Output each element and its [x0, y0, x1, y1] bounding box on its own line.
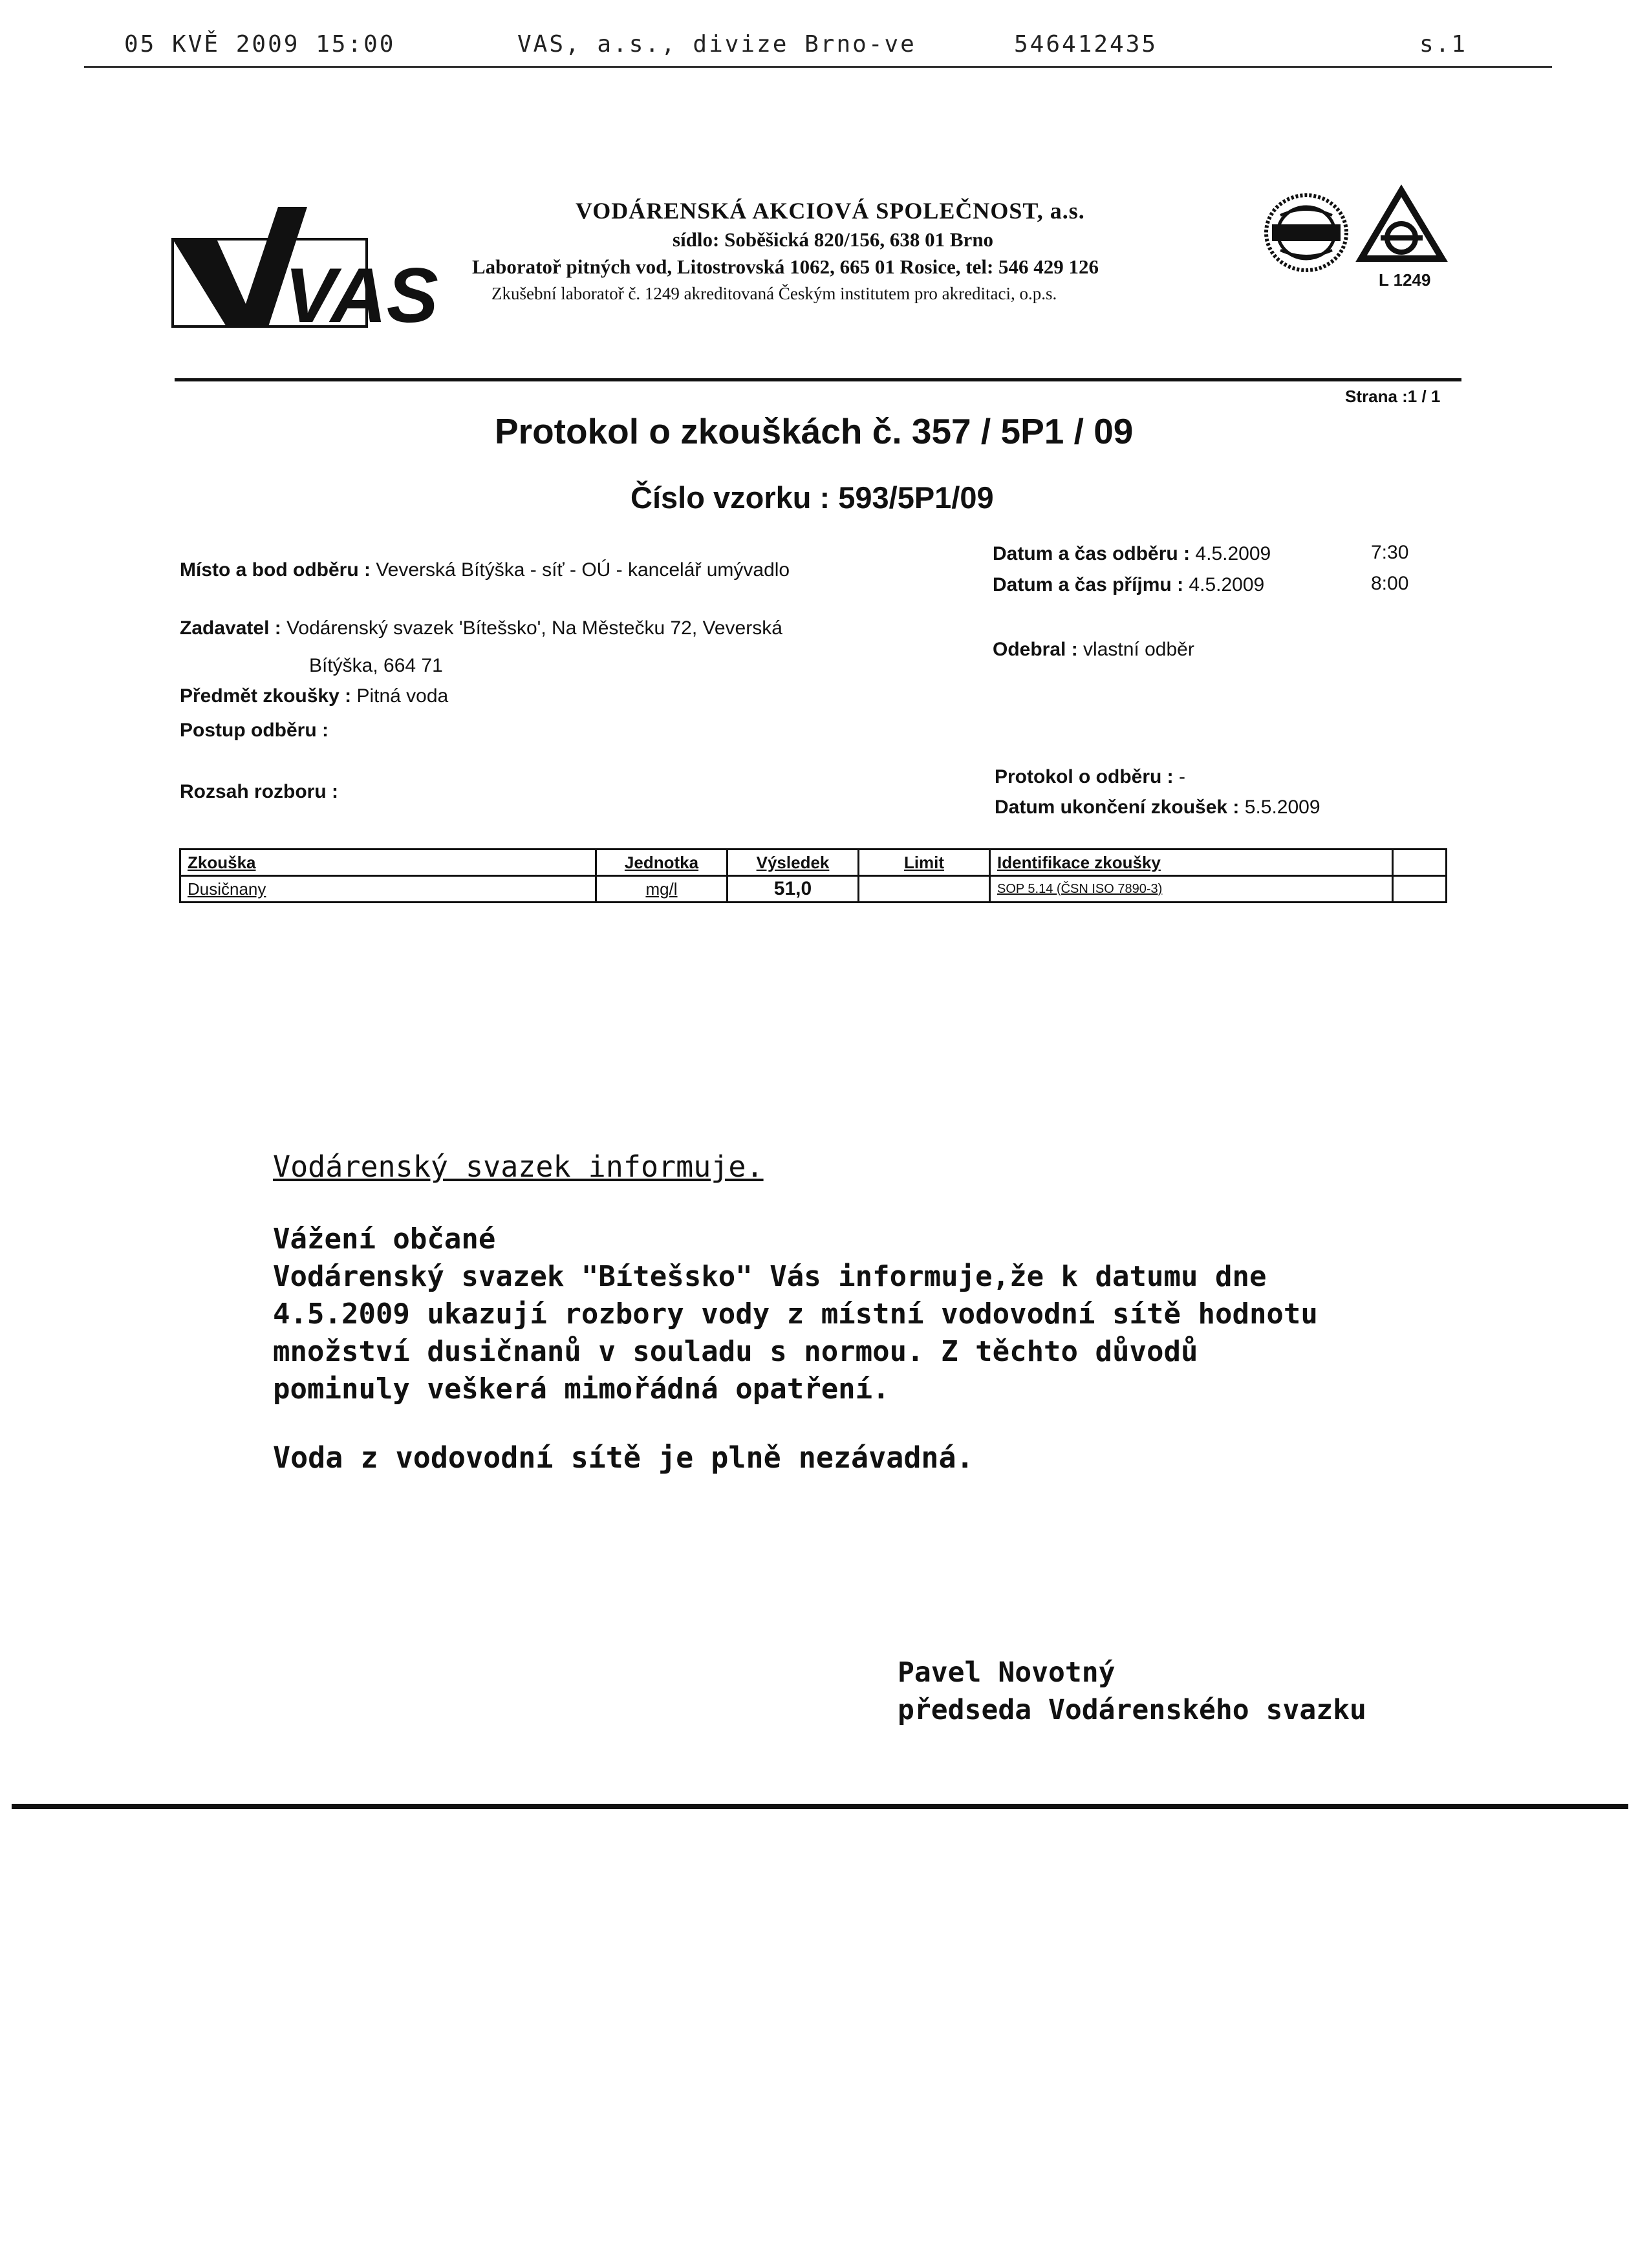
signature-name: Pavel Novotný	[898, 1656, 1116, 1689]
cell-empty	[1393, 876, 1447, 903]
notice-heading: Vodárenský svazek informuje.	[273, 1150, 764, 1184]
company-accreditation: Zkušební laboratoř č. 1249 akreditovaná Českým institutem pro akreditaci, o.p.s.	[491, 284, 1057, 303]
test-end-label: Datum ukončení zkoušek :	[995, 797, 1240, 818]
procedure-field	[180, 720, 329, 742]
notice-closing: Voda z vodovodní sítě je plně nezávadná.	[273, 1440, 974, 1475]
subject-label: Předmět zkoušky :	[180, 685, 352, 707]
sampler-field	[993, 639, 1194, 661]
subject-field	[180, 685, 448, 707]
fax-phone: 546412435	[1014, 31, 1158, 58]
fax-date: 05 KVĚ 2009 15:00	[124, 31, 396, 58]
company-lab: Laboratoř pitných vod, Litostrovská 1062, 665 01 Rosice, tel: 546 429 126	[472, 255, 1099, 278]
cell-identification: SOP 5.14 (ČSN ISO 7890-3)	[990, 876, 1393, 903]
header-test: Zkouška	[180, 850, 596, 876]
cell-test: Dusičnany	[180, 876, 596, 903]
test-end-value: 5.5.2009	[1244, 797, 1320, 818]
cell-unit: mg/l	[596, 876, 727, 903]
receipt-date: 4.5.2009	[1189, 574, 1265, 595]
table-row	[180, 876, 1447, 903]
sampler-label: Odebral :	[993, 639, 1078, 660]
client-field	[180, 617, 782, 639]
signature-role: předseda Vodárenského svazku	[898, 1694, 1366, 1726]
sampling-datetime-field	[993, 543, 1271, 565]
notice-line-3: množství dusičnanů v souladu s normou. Z těchto důvodů	[273, 1335, 1198, 1368]
receipt-datetime-label: Datum a čas příjmu :	[993, 574, 1184, 595]
company-block	[472, 197, 1274, 304]
scope-label: Rozsah rozboru :	[180, 781, 338, 802]
sample-number: Číslo vzorku : 593/5P1/09	[630, 480, 994, 515]
results-table	[179, 848, 1447, 903]
accreditation-code: L 1249	[1379, 270, 1431, 290]
subject-value: Pitná voda	[356, 685, 449, 707]
cell-limit	[859, 876, 990, 903]
notice-line-1: Vodárenský svazek "Bítešsko" Vás informuje,že k datumu dne	[273, 1260, 1267, 1293]
header-divider	[175, 378, 1461, 381]
notice-line-2: 4.5.2009 ukazují rozbory vody z místní vodovodní sítě hodnotu	[273, 1298, 1318, 1331]
sampling-place-field	[180, 559, 790, 581]
header-identification: Identifikace zkoušky	[990, 850, 1393, 876]
client-value-line-2: Bítýška, 664 71	[309, 655, 443, 676]
fax-page-edge	[12, 1804, 1628, 1809]
sampling-place-label: Místo a bod odběru :	[180, 559, 371, 581]
sampling-protocol-label: Protokol o odběru :	[995, 766, 1174, 787]
vas-logo-text: VAS	[285, 252, 438, 339]
client-value-line-1: Vodárenský svazek 'Bítešsko', Na Městečku 72, Veverská	[286, 617, 782, 639]
sampling-datetime-label: Datum a čas odběru :	[993, 543, 1191, 564]
sampling-protocol-field	[995, 766, 1185, 788]
receipt-time: 8:00	[1371, 573, 1409, 594]
sampling-time: 7:30	[1371, 542, 1409, 563]
receipt-datetime-field	[993, 574, 1264, 596]
sampling-protocol-value: -	[1179, 766, 1185, 787]
accreditation-mark-icon	[1358, 187, 1445, 262]
signature-block	[898, 1654, 1366, 1729]
procedure-label: Postup odběru :	[180, 720, 329, 741]
sampler-value: vlastní odběr	[1083, 639, 1194, 660]
vas-logo	[171, 207, 438, 339]
fax-divider	[84, 66, 1552, 68]
header-empty	[1393, 850, 1447, 876]
fax-page: s.1	[1419, 31, 1468, 58]
header-unit: Jednotka	[596, 850, 727, 876]
header-result: Výsledek	[727, 850, 859, 876]
scope-field	[180, 781, 338, 803]
test-end-field	[995, 797, 1320, 818]
notice-salutation: Vážení občané	[273, 1223, 496, 1256]
globe-seal-icon	[1258, 191, 1355, 275]
sampling-date: 4.5.2009	[1195, 543, 1271, 564]
protocol-title: Protokol o zkouškách č. 357 / 5P1 / 09	[495, 411, 1134, 451]
company-name: VODÁRENSKÁ AKCIOVÁ SPOLEČNOST, a.s.	[576, 198, 1085, 224]
notice-line-4: pominuly veškerá mimořádná opatření.	[273, 1373, 890, 1406]
client-label: Zadavatel :	[180, 617, 281, 639]
cell-result: 51,0	[727, 876, 859, 903]
fax-sender: VAS, a.s., divize Brno-ve	[517, 31, 916, 58]
page-number: Strana :1 / 1	[1345, 387, 1441, 406]
notice-body	[273, 1221, 1318, 1408]
company-seat: sídlo: Soběšická 820/156, 638 01 Brno	[673, 228, 994, 251]
results-header-row	[180, 850, 1447, 876]
sampling-place-value: Veverská Bítýška - síť - OÚ - kancelář umývadlo	[376, 559, 790, 581]
header-limit: Limit	[859, 850, 990, 876]
